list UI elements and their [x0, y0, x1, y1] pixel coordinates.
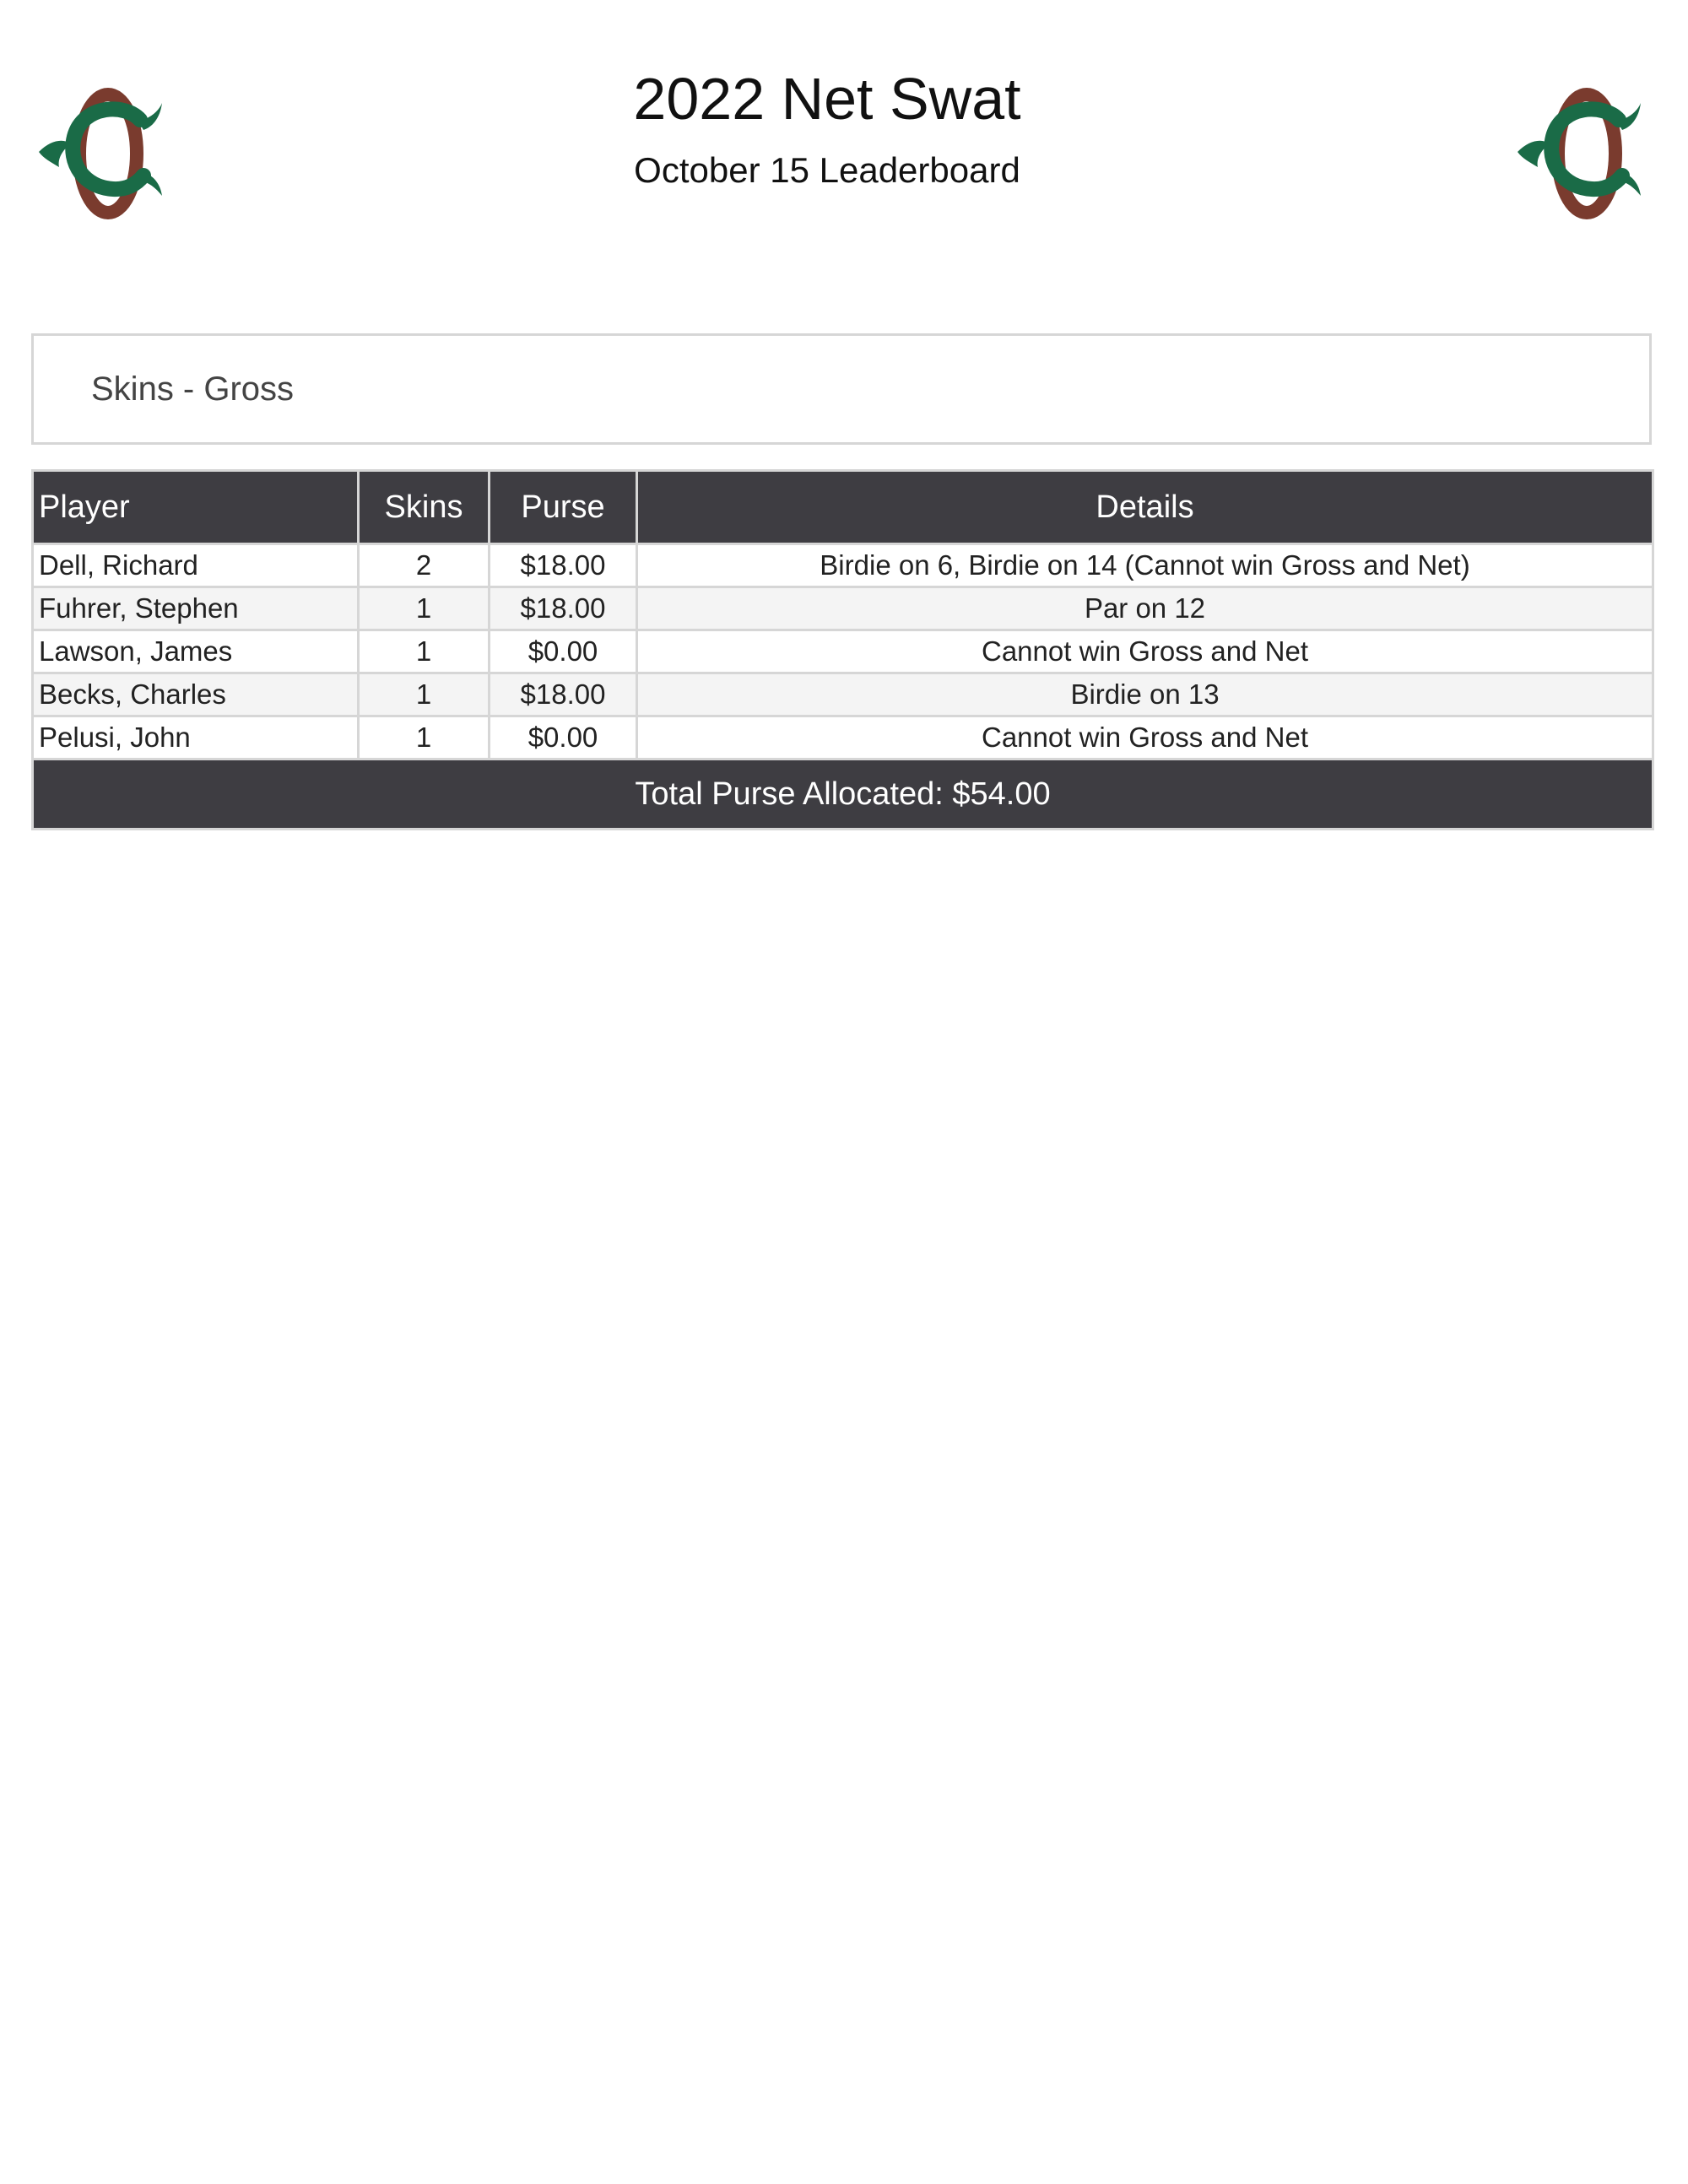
skins-count: 1 [359, 716, 490, 760]
player-name: Fuhrer, Stephen [33, 587, 359, 630]
player-name: Dell, Richard [33, 544, 359, 587]
table-row [33, 716, 1653, 760]
skins-count: 1 [359, 587, 490, 630]
details-text: Birdie on 13 [637, 673, 1653, 716]
purse-amount: $0.00 [490, 716, 637, 760]
purse-amount: $18.00 [490, 544, 637, 587]
skins-count: 1 [359, 673, 490, 716]
skins-count: 2 [359, 544, 490, 587]
table-row [33, 544, 1653, 587]
section-header [31, 333, 1652, 445]
column-header-player: Player [33, 471, 359, 544]
column-header-details: Details [637, 471, 1653, 544]
details-text: Cannot win Gross and Net [637, 716, 1653, 760]
column-header-purse: Purse [490, 471, 637, 544]
purse-amount: $18.00 [490, 587, 637, 630]
table-header-row [33, 471, 1653, 544]
table-row [33, 587, 1653, 630]
details-text: Par on 12 [637, 587, 1653, 630]
leaderboard-table [31, 469, 1654, 830]
skins-count: 1 [359, 630, 490, 673]
player-name: Pelusi, John [33, 716, 359, 760]
purse-amount: $18.00 [490, 673, 637, 716]
page-subtitle: October 15 Leaderboard [634, 150, 1020, 190]
total-purse: Total Purse Allocated: $54.00 [33, 760, 1653, 830]
player-name: Lawson, James [33, 630, 359, 673]
details-text: Birdie on 6, Birdie on 14 (Cannot win Gross and Net) [637, 544, 1653, 587]
table-row [33, 673, 1653, 716]
player-name: Becks, Charles [33, 673, 359, 716]
section-title: Skins - Gross [91, 370, 295, 408]
page-title: 2022 Net Swat [633, 66, 1021, 132]
details-text: Cannot win Gross and Net [637, 630, 1653, 673]
total-row [33, 760, 1653, 830]
table-row [33, 630, 1653, 673]
purse-amount: $0.00 [490, 630, 637, 673]
column-header-skins: Skins [359, 471, 490, 544]
